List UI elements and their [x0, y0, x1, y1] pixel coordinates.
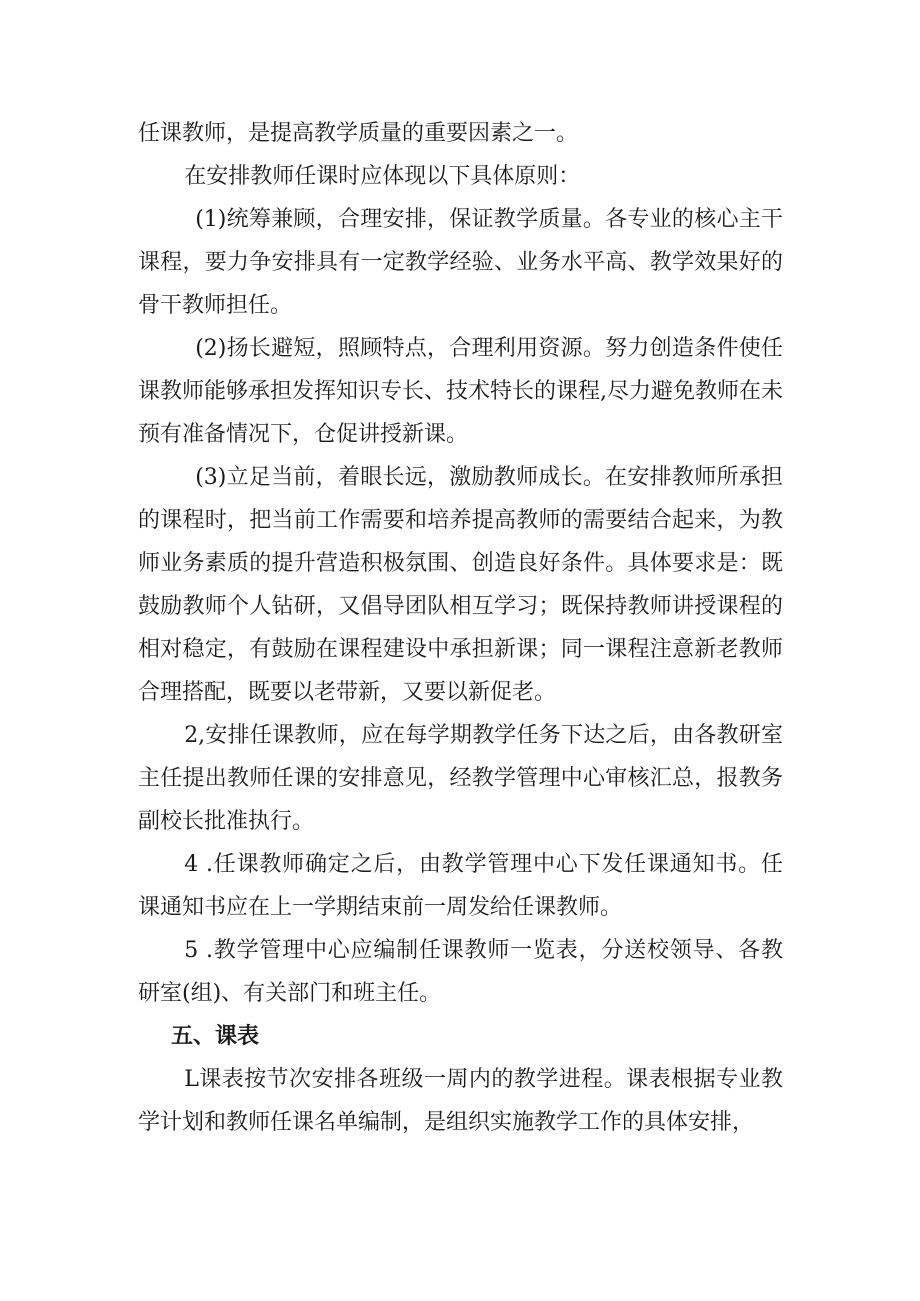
paragraph-item-2: 2,安排任课教师，应在每学期教学任务下达之后，由各教研室主任提出教师任课的安排意见，经教学管理中心审核汇总，报教务副校长批准执行。: [138, 723, 783, 834]
paragraph-timetable-1: L课表按节次安排各班级一周内的教学进程。课表根据专业教学计划和教师任课名单编制，是组织实施教学工作的具体安排，: [138, 1067, 783, 1135]
paragraph-principle-1: (1)统筹兼顾，合理安排，保证教学质量。各专业的核心主干课程，要力争安排具有一定教学经验、业务水平高、教学效果好的骨干教师担任。: [138, 207, 783, 318]
paragraph-item-5: 5 .教学管理中心应编制任课教师一览表，分送校领导、各教研室(组)、有关部门和班主任。: [138, 938, 783, 1006]
section-heading: 五、课表: [171, 1024, 260, 1049]
paragraph-principle-2: (2)扬长避短，照顾特点，合理利用资源。努力创造条件使任课教师能够承担发挥知识专长、技术特长的课程,尽力避免教师在未预有准备情况下，仓促讲授新课。: [138, 336, 783, 447]
paragraph-principles-intro: 在安排教师任课时应体现以下具体原则：: [184, 164, 581, 189]
document-body: [138, 112, 783, 1144]
paragraph-continuation: 任课教师，是提高教学质量的重要因素之一。: [138, 121, 579, 146]
paragraph-item-4: 4 .任课教师确定之后，由教学管理中心下发任课通知书。任课通知书应在上一学期结束前一周发给任课教师。: [138, 852, 783, 920]
paragraph-principle-3: (3)立足当前，着眼长远，激励教师成长。在安排教师所承担的课程时，把当前工作需要和培养提高教师的需要结合起来，为教师业务素质的提升营造积极氛围、创造良好条件。具体要求是：既鼓励教师个人钻研，又倡导团队相互学习；既保持教师讲授课程的相对稳定，有鼓励在课程建设中承担新课；同一课程注意新老教师合理搭配，既要以老带新，又要以新促老。: [138, 465, 783, 705]
